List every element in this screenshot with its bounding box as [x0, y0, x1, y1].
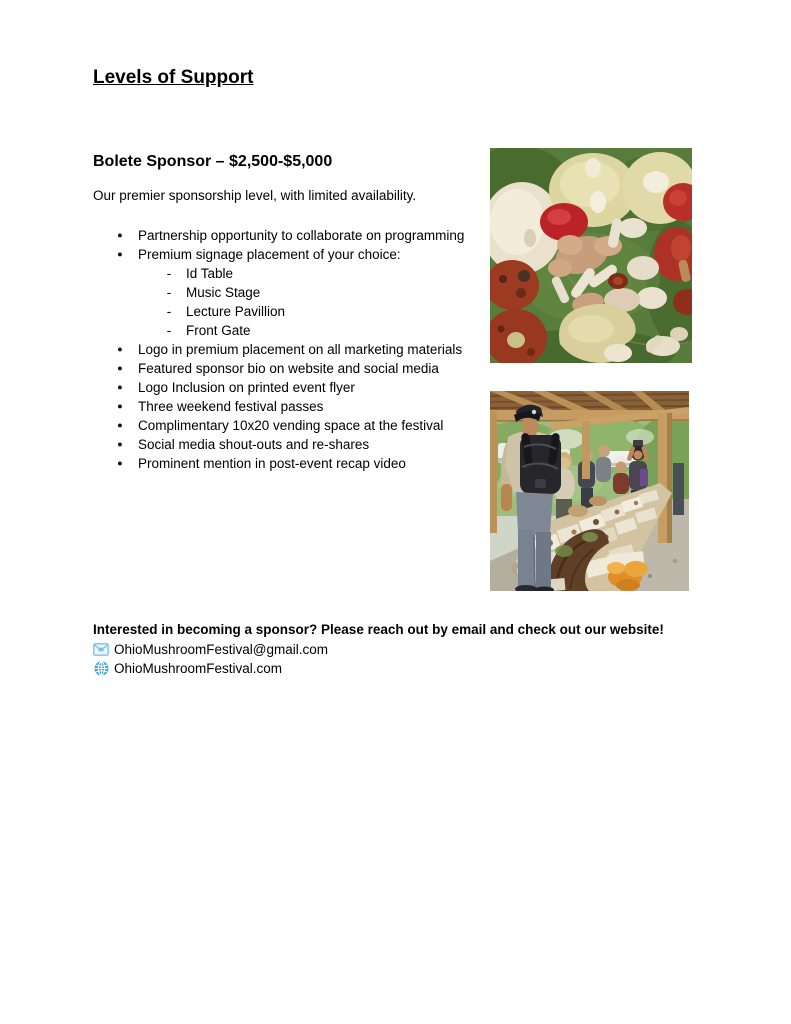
contact-section	[93, 620, 733, 678]
bullet-item	[93, 226, 493, 245]
bullet-text: Three weekend festival passes	[138, 399, 324, 414]
contact-email: OhioMushroomFestival@gmail.com	[114, 642, 329, 657]
bullet-text: Complimentary 10x20 vending space at the festival	[138, 418, 444, 433]
sub-bullet-text: Lecture Pavillion	[186, 304, 286, 319]
dash-marker: -	[166, 323, 172, 338]
bullet-item	[93, 359, 493, 378]
mushroom-flatlay-photo	[490, 148, 692, 363]
bullet-marker: ●	[117, 420, 123, 430]
dash-marker: -	[166, 285, 172, 300]
sub-bullet-text: Music Stage	[186, 285, 261, 300]
sub-bullet-item	[138, 264, 493, 283]
bullet-text: Logo in premium placement on all marketing materials	[138, 342, 463, 357]
bullet-marker: ●	[117, 249, 123, 259]
bullet-text: Partnership opportunity to collaborate on programming	[138, 228, 465, 243]
festival-table-photo	[490, 391, 689, 591]
contact-email-row	[93, 640, 733, 659]
bullet-text: Premium signage placement of your choice:	[138, 247, 401, 262]
contact-website: OhioMushroomFestival.com	[114, 661, 283, 676]
page-title: Levels of Support	[93, 67, 254, 88]
bullet-marker: ●	[117, 230, 123, 240]
sub-bullet-item	[138, 321, 493, 340]
bullet-text: Featured sponsor bio on website and social media	[138, 361, 439, 376]
bullet-marker: ●	[117, 401, 123, 411]
contact-website-row	[93, 659, 733, 678]
sub-bullet-text: Front Gate	[186, 323, 251, 338]
globe-icon	[93, 661, 109, 677]
bullet-text: Social media shout-outs and re-shares	[138, 437, 370, 452]
bullet-item	[93, 245, 493, 340]
festival-table-illustration	[490, 391, 689, 591]
bullet-marker: ●	[117, 382, 123, 392]
sub-bullet-item	[138, 283, 493, 302]
bullet-text: Logo Inclusion on printed event flyer	[138, 380, 355, 395]
dash-marker: -	[166, 266, 172, 281]
sponsor-heading: Bolete Sponsor – $2,500-$5,000	[93, 153, 333, 170]
bullet-item	[93, 416, 493, 435]
bullet-item	[93, 454, 493, 473]
dash-marker: -	[166, 304, 172, 319]
contact-cta: Interested in becoming a sponsor? Please reach out by email and check out our website!	[93, 622, 664, 637]
bullet-item	[93, 397, 493, 416]
sub-bullet-item	[138, 302, 493, 321]
envelope-icon	[93, 642, 109, 658]
signage-location-list	[138, 264, 493, 340]
mushroom-flatlay-illustration	[490, 148, 692, 363]
bullet-marker: ●	[117, 344, 123, 354]
bullet-marker: ●	[117, 439, 123, 449]
benefit-list	[93, 226, 493, 473]
bullet-marker: ●	[117, 458, 123, 468]
bullet-item	[93, 378, 493, 397]
bullet-text: Prominent mention in post-event recap video	[138, 456, 406, 471]
bullet-item	[93, 340, 493, 359]
bullet-marker: ●	[117, 363, 123, 373]
sub-bullet-text: Id Table	[186, 266, 234, 281]
sponsor-intro: Our premier sponsorship level, with limited availability.	[93, 188, 417, 203]
bullet-item	[93, 435, 493, 454]
